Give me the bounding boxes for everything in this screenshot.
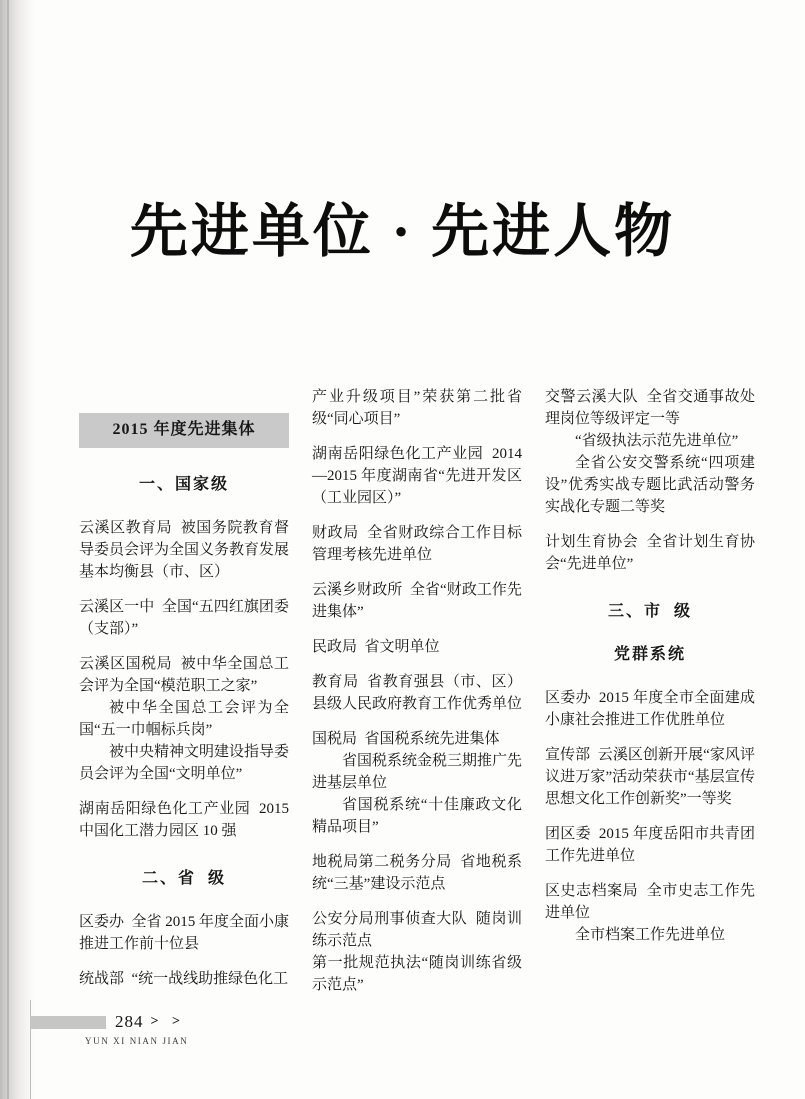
content-columns xyxy=(79,386,755,996)
entry-paragraph: 云溪区一中 全国“五四红旗团委（支部）” xyxy=(79,599,289,637)
footer-bar xyxy=(30,1016,106,1029)
entry-paragraph: 区委办 全省 2015 年度全面小康推进工作前十位县 xyxy=(79,914,290,952)
entry-paragraph: 全省公安交警系统“四项建设”优秀实战专题比武活动警务实战化专题二等奖 xyxy=(545,455,755,515)
section-heading: 一、国家级 xyxy=(138,476,229,493)
entry-paragraph: 公安分局刑事侦查大队 随岗训练示范点 xyxy=(312,911,522,949)
entry-paragraph: 被中华全国总工会评为全国“五一巾帼标兵岗” xyxy=(79,700,289,738)
entry-paragraph: 省国税系统“十佳廉政文化精品项目” xyxy=(312,797,522,835)
entry-paragraph: 云溪区国税局 被中华全国总工会评为全国“模范职工之家” xyxy=(79,656,289,694)
section-heading: 二、省 级 xyxy=(141,870,226,887)
footer-pinyin: YUN XI NIAN JIAN xyxy=(85,1036,189,1046)
binding-streak xyxy=(7,0,9,1099)
entry-paragraph: 教育局 省教育强县（市、区）县级人民政府教育工作优秀单位 xyxy=(312,674,523,712)
sub-heading: 党群系统 xyxy=(613,646,686,663)
entry-paragraph: 云溪乡财政所 全省“财政工作先进集体” xyxy=(312,582,522,620)
entry-paragraph: 宣传部 云溪区创新开展“家风评议进万家”活动荣获市“基层宣传思想文化工作创新奖”一等奖 xyxy=(545,747,755,807)
entry-paragraph: 全市档案工作先进单位 xyxy=(575,927,726,943)
entry-paragraph: 云溪区教育局 被国务院教育督导委员会评为全国义务教育发展基本均衡县（市、区） xyxy=(79,520,290,580)
page-footer xyxy=(30,1012,188,1046)
entry-paragraph: 计划生育协会 全省计划生育协会“先进单位” xyxy=(545,534,755,572)
entry-paragraph: 财政局 全省财政综合工作目标管理考核先进单位 xyxy=(312,525,522,563)
column-right xyxy=(545,386,755,946)
entry-paragraph: 地税局第二税务分局 省地税系统“三基”建设示范点 xyxy=(312,854,522,892)
column-middle xyxy=(312,386,522,996)
entry-paragraph: 国税局 省国税系统先进集体 xyxy=(312,731,500,747)
section-heading: 三、市 级 xyxy=(607,603,692,620)
entry-paragraph: 被中央精神文明建设指导委员会评为全国“文明单位” xyxy=(79,744,290,782)
footer-row xyxy=(30,1012,188,1032)
entry-paragraph: 区史志档案局 全市史志工作先进单位 xyxy=(545,883,755,921)
entry-paragraph: 第一批规范执法“随岗训练省级示范点” xyxy=(312,955,522,993)
footer-arrows: > > xyxy=(150,1014,185,1029)
column-left xyxy=(79,386,289,990)
entry-paragraph: 产业升级项目”荣获第二批省级“同心项目” xyxy=(312,389,522,427)
group-title-box: 2015 年度先进集体 xyxy=(79,413,289,448)
entry-paragraph: 民政局 省文明单位 xyxy=(312,639,440,655)
binding-edge xyxy=(0,0,34,1099)
entry-paragraph: 团区委 2015 年度岳阳市共青团工作先进单位 xyxy=(545,826,755,864)
entry-paragraph: 区委办 2015 年度全市全面建成小康社会推进工作优胜单位 xyxy=(545,690,755,728)
entry-paragraph: 交警云溪大队 全省交通事故处理岗位等级评定一等 xyxy=(545,389,755,427)
entry-paragraph: 省国税系统金税三期推广先进基层单位 xyxy=(312,753,523,791)
entry-paragraph: “省级执法示范先进单位” xyxy=(575,433,739,449)
page-number: 284 xyxy=(115,1012,144,1031)
entry-paragraph: 统战部 “统一战线助推绿色化工 xyxy=(79,971,289,987)
entry-paragraph: 湖南岳阳绿色化工产业园 2015 中国化工潜力园区 10 强 xyxy=(79,801,289,839)
entry-paragraph: 湖南岳阳绿色化工产业园 2014—2015 年度湖南省“先进开发区（工业园区）” xyxy=(312,446,522,506)
page-title: 先进单位 · 先进人物 xyxy=(129,199,676,264)
